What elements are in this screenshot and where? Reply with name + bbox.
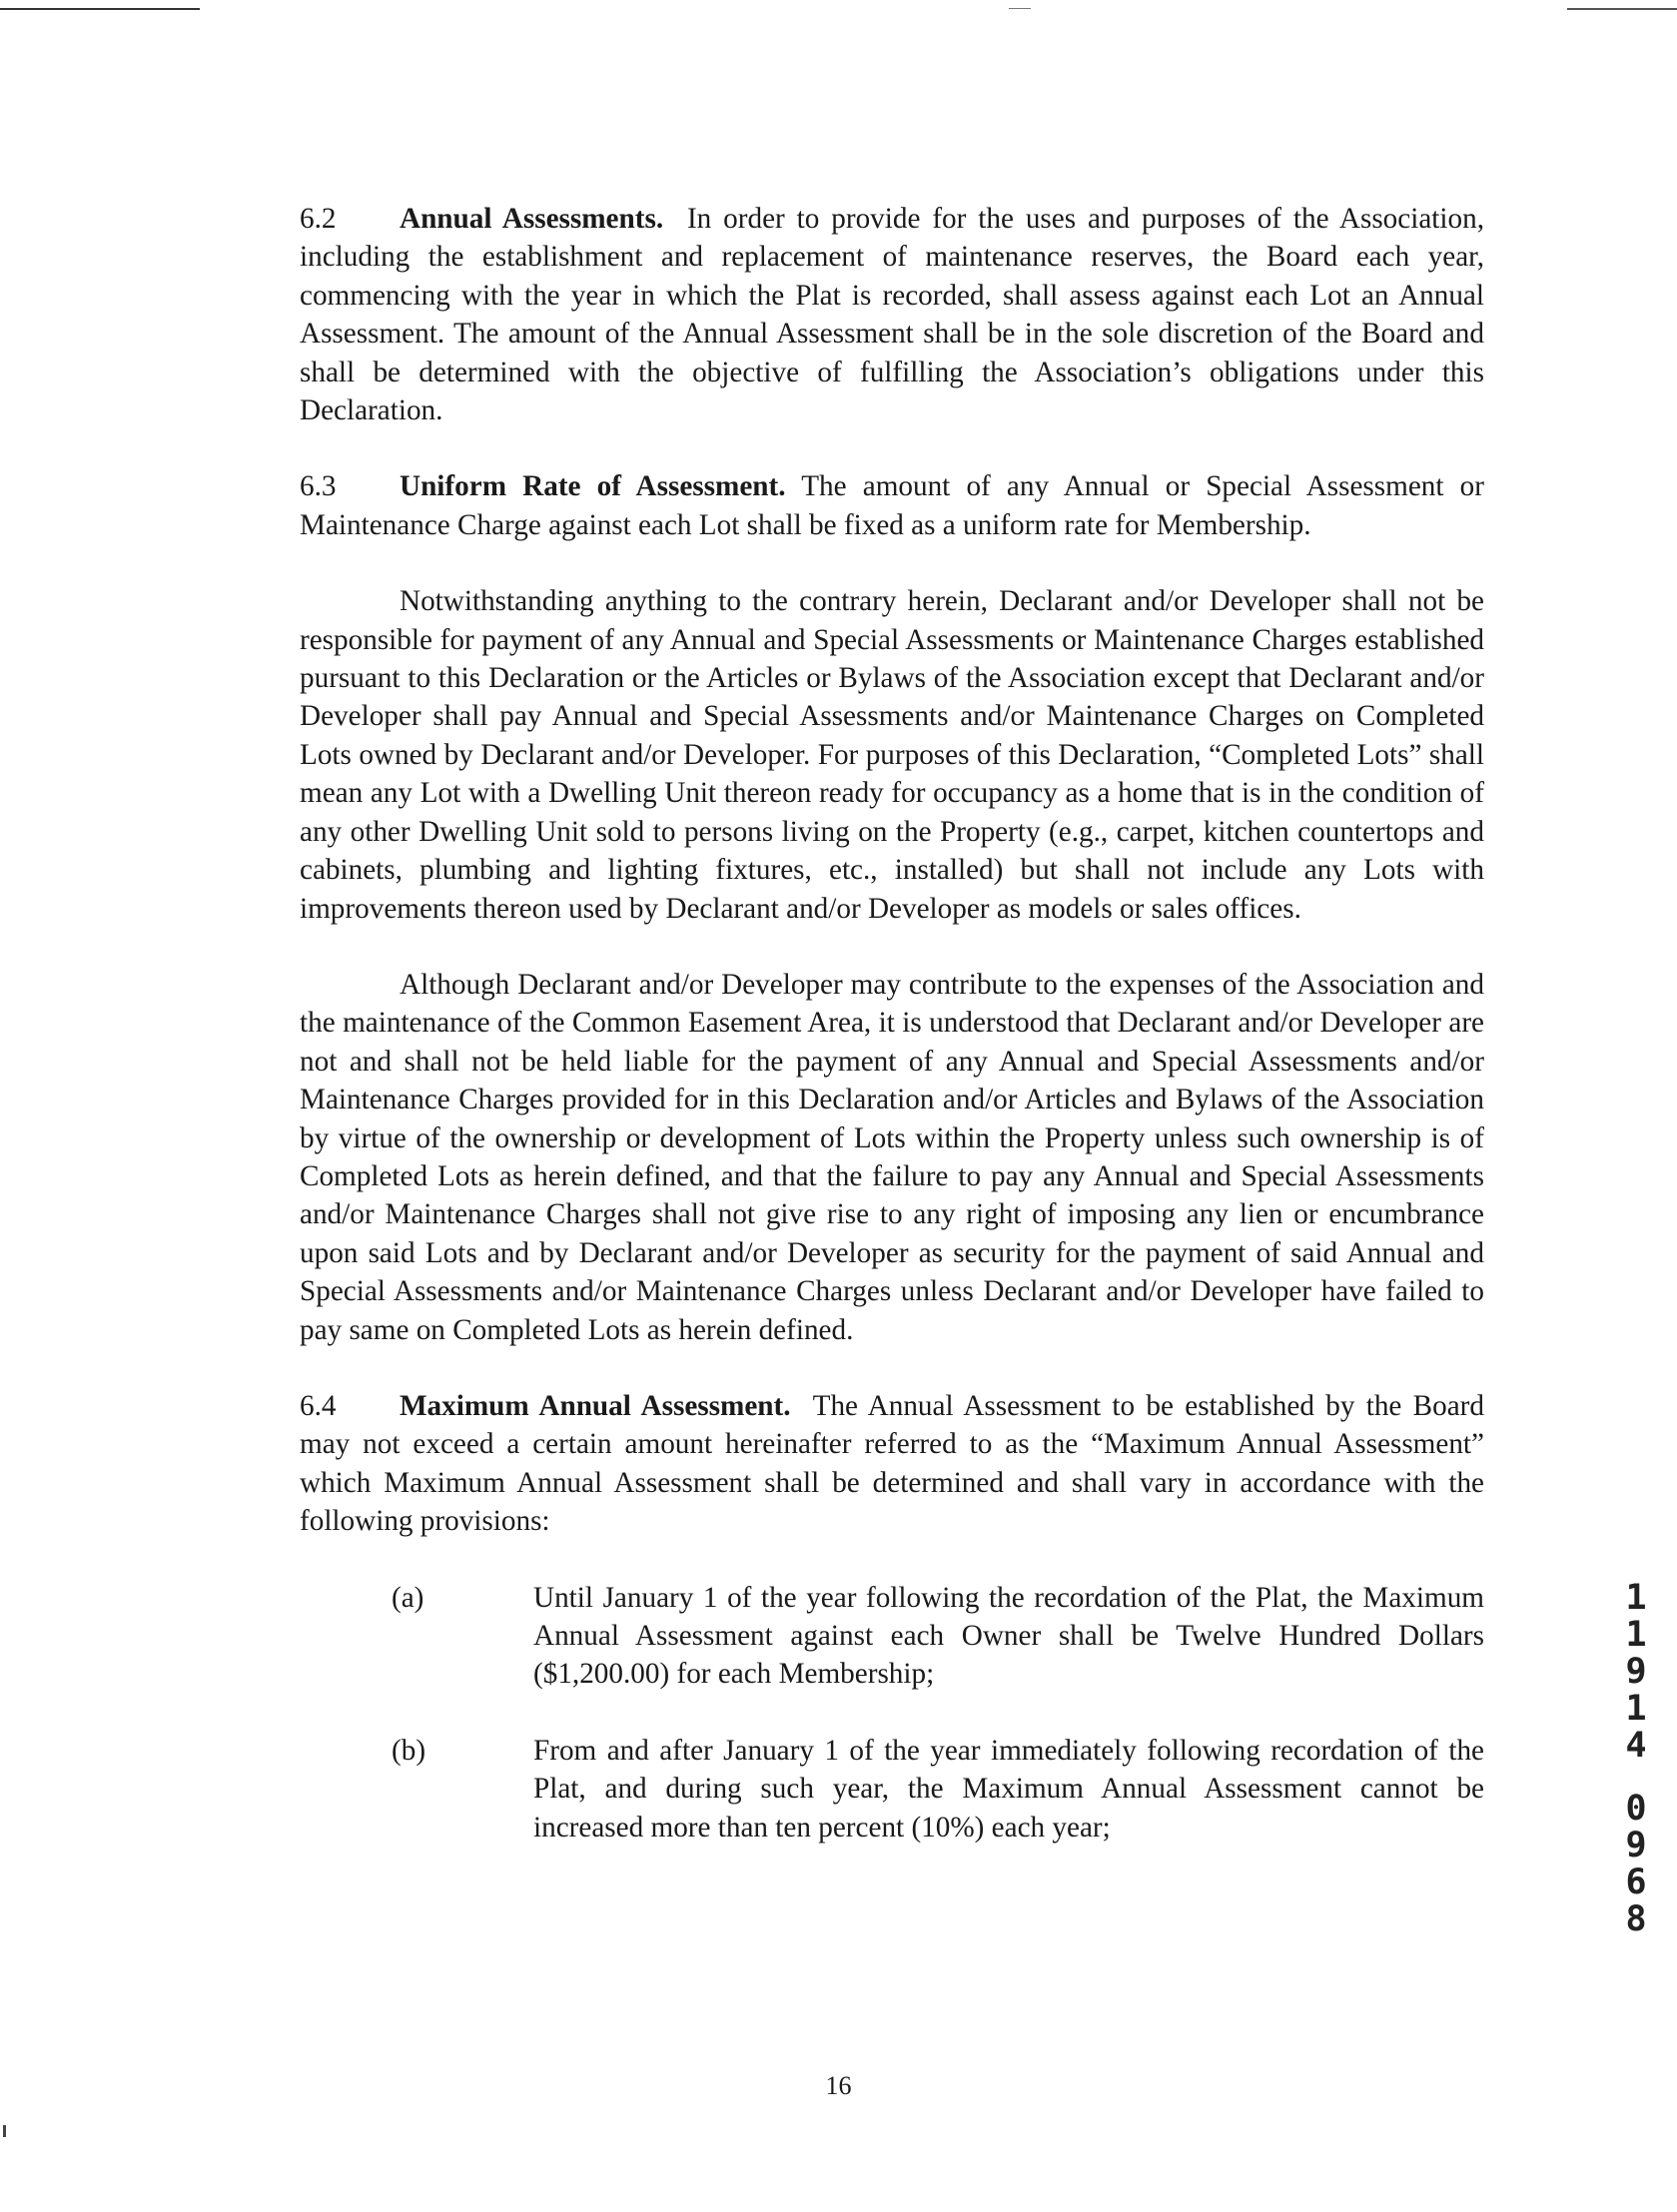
section-text: The Annual Assessment to be established by the Board may not exceed a certain amount hereinafter referred to as the “Maximum Annual Assessment” which Maximum Annual Assessment shall be determined and shall vary in accordance with the following provisions: xyxy=(300,1389,1484,1538)
page-number: 16 xyxy=(825,2071,852,2100)
section-number: 6.4 xyxy=(300,1389,337,1422)
list-item-text: From and after January 1 of the year immediately following recordation of the Plat, and during such year, the Maximum Annual Assessment cannot be increased more than ten percent (10%) each year; xyxy=(533,1734,1484,1843)
list-item-text: Until January 1 of the year following the recordation of the Plat, the Maximum Annual Assessment against each Owner shall be Twelve Hundred Dollars ($1,200.00) for each Membership; xyxy=(533,1581,1484,1691)
list-item-label: (b) xyxy=(392,1734,426,1767)
section-6-3 xyxy=(300,467,1484,544)
section-number: 6.3 xyxy=(300,470,337,503)
section-6-4 xyxy=(300,1387,1484,1541)
section-title: Maximum Annual Assessment. xyxy=(400,1389,791,1422)
stamp-digit: 9 xyxy=(1625,1652,1647,1692)
stamp-digit: 1 xyxy=(1625,1615,1647,1655)
stamp-spacer xyxy=(1616,1765,1656,1791)
stamp-digit: 4 xyxy=(1625,1726,1647,1766)
section-title: Uniform Rate of Assessment. xyxy=(400,470,786,503)
section-6-2 xyxy=(300,200,1484,429)
list-item-label: (a) xyxy=(392,1581,424,1614)
section-text: The amount of any Annual or Special Assessment or Maintenance Charge against each Lot shall be fixed as a uniform rate for Membership. xyxy=(300,470,1484,541)
stamp-digit: 9 xyxy=(1625,1826,1647,1865)
section-title: Annual Assessments. xyxy=(400,203,664,235)
stamp-digit: 8 xyxy=(1625,1899,1647,1939)
scan-border-mark xyxy=(1009,8,1031,9)
document-body xyxy=(300,200,1484,1884)
list-item xyxy=(392,1732,1484,1846)
section-number: 6.2 xyxy=(300,203,337,235)
section-text: In order to provide for the uses and purposes of the Association, including the establishment and replacement of maintenance reserves, the Board each year, commencing with the year in which the Plat is recorded, shall assess against each Lot an Annual Assessment. The amount of the Annual Assessment shall be in the sole discretion of the Board and shall be determined with the objective of fulfilling the Association’s obligations under this Declaration. xyxy=(300,203,1484,427)
scan-border-line xyxy=(0,8,200,10)
scan-edge-mark xyxy=(3,2125,6,2137)
stamp-digit: 1 xyxy=(1625,1689,1647,1729)
stamp-digit: 0 xyxy=(1625,1789,1647,1829)
scan-border-line xyxy=(1567,8,1677,10)
stamp-digit: 6 xyxy=(1625,1862,1647,1902)
list-item xyxy=(392,1579,1484,1694)
stamp-digit: 1 xyxy=(1625,1578,1647,1618)
paragraph-completed-lots: Notwithstanding anything to the contrary herein, Declarant and/or Developer shall not be responsible for payment of any Annual and Special Assessments or Maintenance Charges established pursuant to this Declaration or the Articles or Bylaws of the Association except that Declarant and/or Developer shall pay Annual and Special Assessments and/or Maintenance Charges on Completed Lots owned by Declarant and/or Developer. For purposes of this Declaration, “Completed Lots” shall mean any Lot with a Dwelling Unit thereon ready for occupancy as a home that is in the condition of any other Dwelling Unit sold to persons living on the Property (e.g., carpet, kitchen countertops and cabinets, plumbing and lighting fixtures, etc., installed) but shall not include any Lots with improvements thereon used by Declarant and/or Developer as models or sales offices. xyxy=(300,585,1484,925)
recording-number-stamp xyxy=(1616,1580,1656,1938)
paragraph-developer-liability: Although Declarant and/or Developer may contribute to the expenses of the Association and the maintenance of the Common Easement Area, it is understood that Declarant and/or Developer are not and shall not be held liable for the payment of any Annual and Special Assessments and/or Maintenance Charges provided for in this Declaration and/or Articles and Bylaws of the Association by virtue of the ownership or development of Lots within the Property unless such ownership is of Completed Lots as herein defined, and that the failure to pay any Annual and Special Assessments and/or Maintenance Charges shall not give rise to any right of imposing any lien or encumbrance upon said Lots and by Declarant and/or Developer as security for the payment of said Annual and Special Assessments and/or Maintenance Charges unless Declarant and/or Developer have failed to pay same on Completed Lots as herein defined. xyxy=(300,968,1484,1346)
